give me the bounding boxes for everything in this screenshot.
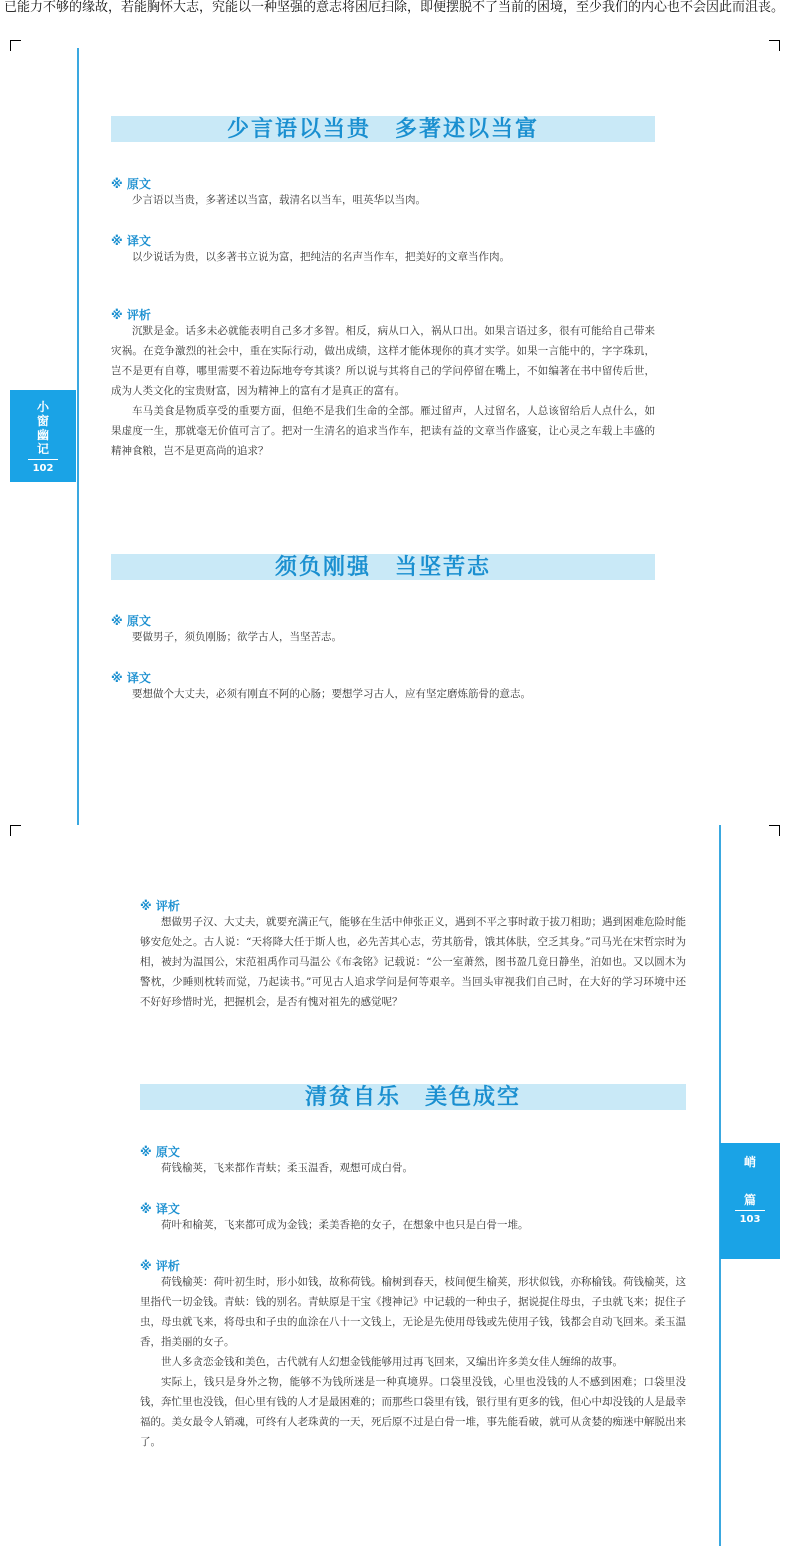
original-text: 要做男子，须负刚肠；欲学古人，当坚苦志。: [132, 631, 342, 643]
section-title: 少言语以当贵 多著述以当富: [111, 116, 655, 142]
commentary-paragraph: 车马美食是物质享受的重要方面，但绝不是我们生命的全部。雁过留声，人过留名，人总该留给后人点什么，如果虚度一生，那就毫无价值可言了。把对一生清名的追求当作车，把读有益的文章当作盛宴，让心灵之车载上丰盛的精神食粮，岂不是更高尚的追求？: [111, 405, 655, 457]
commentary-text: [140, 912, 686, 1012]
commentary-heading: ※ 评析: [140, 1259, 180, 1273]
section-title: 须负刚强 当坚苦志: [111, 554, 655, 580]
original-text-heading: ※ 原文: [140, 1145, 180, 1159]
side-title-char: 小: [36, 400, 49, 414]
side-rule: [28, 459, 58, 460]
side-title: [720, 1143, 780, 1207]
previous-page-fragment: 已能力不够的缘故，若能胸怀大志，究能以一种坚强的意志将困厄扫除，即便摆脱不了当前的困境，至少我们的内心也不会因此而沮丧。: [4, 0, 785, 15]
translation-text: 以少说话为贵，以多著书立说为富，把纯洁的名声当作车，把美好的文章当作肉。: [132, 251, 510, 263]
commentary-paragraph: 荷钱榆荚：荷叶初生时，形小如钱，故称荷钱。榆树到春天，枝间便生榆荚，形状似钱，亦称榆钱。荷钱榆荚，这里指代一切金钱。青蚨：钱的别名。青蚨原是干宝《搜神记》中记载的一种虫子，据说捉住母虫，子虫就飞来；捉住子虫，母虫就飞来，将母虫和子虫的血涂在八十一文钱上，无论是先使用母钱或先使用子钱，钱都会自动飞回来。柔玉温香，指美丽的女子。: [140, 1276, 686, 1348]
commentary-heading: ※ 评析: [140, 899, 180, 913]
original-text: 荷钱榆荚，飞来都作青蚨；柔玉温香，观想可成白骨。: [161, 1162, 413, 1174]
original-text-heading: ※ 原文: [111, 177, 151, 191]
side-title-char: 幽: [36, 428, 49, 442]
commentary-paragraph: 世人多贪恋金钱和美色，古代就有人幻想金钱能够用过再飞回来，又编出许多美女佳人缠绵的故事。: [161, 1356, 623, 1368]
translation-heading: ※ 译文: [111, 671, 151, 685]
commentary-paragraph: 实际上，钱只是身外之物，能够不为钱所迷是一种真境界。口袋里没钱，心里也没钱的人不感到困难；口袋里没钱，奔忙里也没钱，但心里有钱的人才是最困难的；而那些口袋里有钱，银行里有更多的钱，但心中却没钱的人是最幸福的。美女最令人销魂，可终有人老珠黄的一天，死后原不过是白骨一堆，事先能看破，就可从贪婪的痴迷中解脱出来了。: [140, 1376, 686, 1448]
side-tab: [10, 390, 76, 482]
margin-rule: [77, 48, 79, 825]
side-title-char: 记: [36, 442, 49, 456]
translation-heading: ※ 译文: [111, 234, 151, 248]
translation-text: 要想做个大丈夫，必须有刚直不阿的心肠；要想学习古人，应有坚定磨炼筋骨的意志。: [132, 688, 531, 700]
commentary-paragraph: 沉默是金。话多未必就能表明自己多才多智。相反，病从口入，祸从口出。如果言语过多，很有可能给自己带来灾祸。在竞争激烈的社会中，重在实际行动，做出成绩，这样才能体现你的真才实学。如果一言能中的，字字珠玑，岂不是更有自尊，哪里需要不着边际地夸夸其谈？所以说与其将自己的学问停留在嘴上，不如编著在书中留传后世，成为人类文化的宝贵财富，因为精神上的富有才是真正的富有。: [111, 325, 655, 397]
commentary-text: [140, 1272, 686, 1452]
page-102: [0, 40, 790, 825]
side-title-char: 窗: [36, 414, 49, 428]
crop-mark: [769, 825, 780, 836]
translation-heading: ※ 译文: [140, 1202, 180, 1216]
crop-mark: [769, 40, 780, 51]
side-title-char: 篇: [743, 1193, 756, 1207]
page-103: [0, 825, 790, 1546]
commentary-heading: ※ 评析: [111, 308, 151, 322]
commentary-text: [111, 321, 655, 461]
page-number: 102: [32, 463, 54, 474]
original-text: 少言语以当贵，多著述以当富，载清名以当车，咀英华以当肉。: [132, 194, 426, 206]
crop-mark: [10, 40, 21, 51]
crop-mark: [10, 825, 21, 836]
translation-text: 荷叶和榆荚，飞来都可成为金钱；柔美香艳的女子，在想象中也只是白骨一堆。: [161, 1219, 529, 1231]
side-tab: [720, 1143, 780, 1259]
original-text-heading: ※ 原文: [111, 614, 151, 628]
side-title: [10, 390, 76, 456]
page-number: 103: [739, 1214, 761, 1225]
section-title: 清贫自乐 美色成空: [140, 1084, 686, 1110]
side-title-char: 峭: [743, 1155, 756, 1169]
side-rule: [735, 1210, 765, 1211]
commentary-paragraph: 想做男子汉、大丈夫，就要充满正气，能够在生活中伸张正义，遇到不平之事时敢于拔刀相助；遇到困难危险时能够安危处之。古人说：“天将降大任于斯人也，必先苦其心志，劳其筋骨，饿其体肤，空乏其身。”司马光在宋哲宗时为相，被封为温国公，宋范祖禹作司马温公《布衾铭》记载说：“公一室萧然，图书盈几竟日静坐，泊如也。又以圆木为警枕，少睡则枕转而觉，乃起读书。”可见古人追求学问是何等艰辛。当回头审视我们自己时，在大好的学习环境中还不好好珍惜时光，把握机会，是否有愧对祖先的感觉呢？: [140, 916, 686, 1008]
